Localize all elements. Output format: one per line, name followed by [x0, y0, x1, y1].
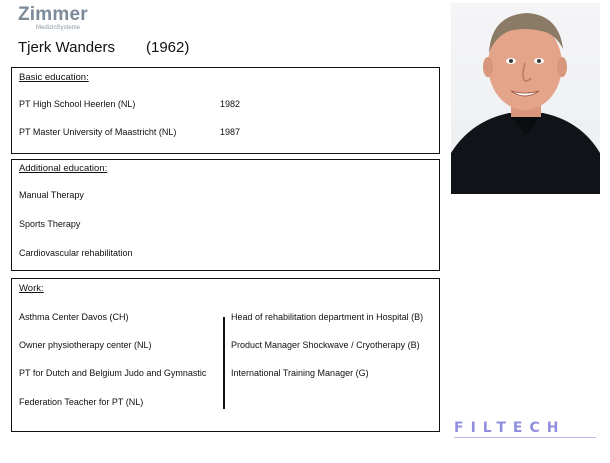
basic-education-heading: Basic education: — [19, 72, 89, 83]
basic-education-item-year: 1982 — [220, 99, 241, 109]
logo-name: Zimmer — [18, 4, 88, 25]
work-column-divider — [223, 317, 225, 409]
basic-education-section — [11, 67, 440, 154]
work-item-left: PT for Dutch and Belgium Judo and Gymnastic — [19, 368, 207, 378]
portrait-photo — [451, 3, 600, 194]
work-item-left: Owner physiotherapy center (NL) — [19, 340, 152, 350]
work-item-left: Federation Teacher for PT (NL) — [19, 397, 144, 407]
work-item-right: Product Manager Shockwave / Cryotherapy (B) — [231, 340, 420, 350]
person-name: Tjerk Wanders — [18, 39, 115, 56]
basic-education-item-year: 1987 — [220, 127, 241, 137]
additional-education-item: Manual Therapy — [19, 190, 84, 200]
work-item-right: International Training Manager (G) — [231, 368, 369, 378]
additional-education-item: Cardiovascular rehabilitation — [19, 248, 133, 258]
work-item-right: Head of rehabilitation department in Hospital (B) — [231, 312, 424, 322]
birth-year: (1962) — [146, 39, 190, 56]
additional-education-item: Sports Therapy — [19, 219, 81, 229]
logo-subtitle: MedizinSysteme — [36, 25, 81, 31]
filtech-logo-underline — [454, 437, 596, 438]
work-heading: Work: — [19, 283, 44, 294]
basic-education-item-label: PT Master University of Maastricht (NL) — [19, 127, 177, 137]
basic-education-item-label: PT High School Heerlen (NL) — [19, 99, 136, 109]
work-section — [11, 278, 440, 432]
filtech-logo: FILTECH — [454, 420, 566, 436]
additional-education-heading: Additional education: — [19, 163, 108, 174]
additional-education-section — [11, 159, 440, 271]
work-item-left: Asthma Center Davos (CH) — [19, 312, 129, 322]
zimmer-logo — [18, 5, 88, 32]
